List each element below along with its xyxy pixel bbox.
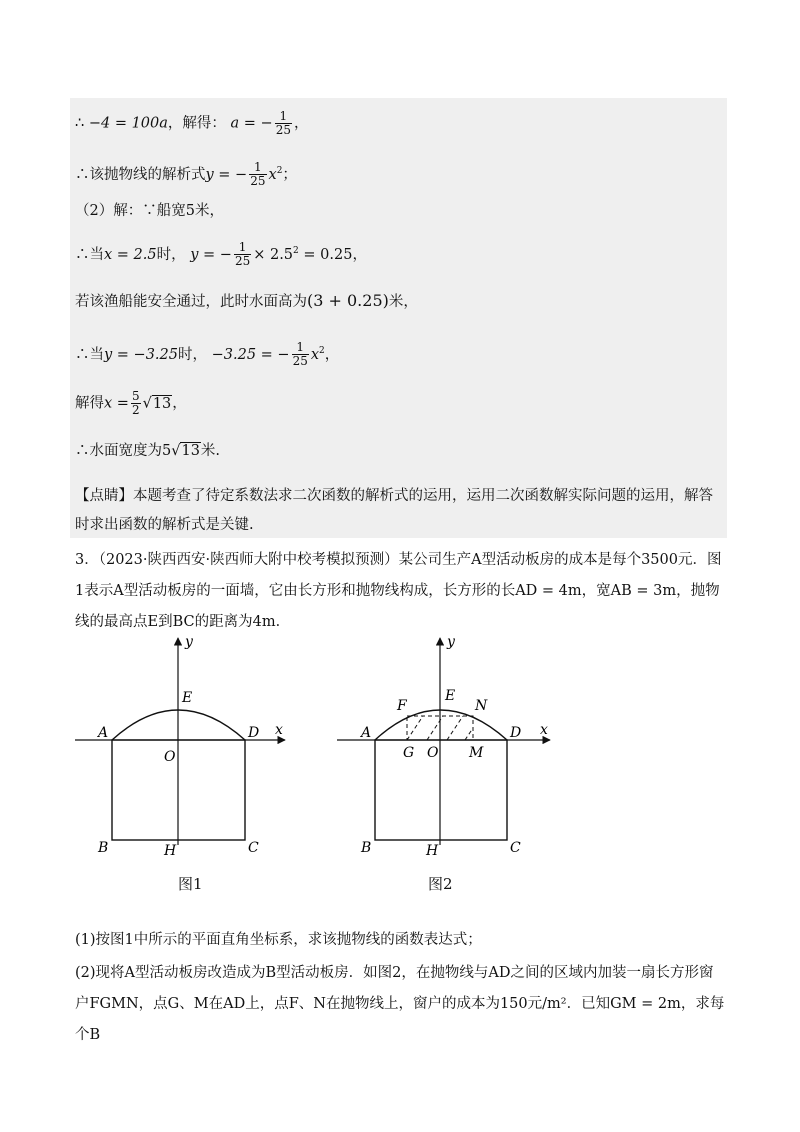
label-c: C (510, 840, 521, 856)
label-e: E (445, 688, 456, 704)
problem-statement: 3．（2023·陕西西安·陕西师大附中校考模拟预测）某公司生产A型活动板房的成本是每个3500元．图1表示A型活动板房的一面墙，它由长方形和抛物线构成，长方形的长AD = 4m，宽AB = 3m，抛物线的最高点E到BC的距离为4m． (75, 552, 722, 630)
label-a: A (361, 725, 372, 741)
figure-2 (335, 630, 585, 860)
solution-comment: 【点睛】本题考查了待定系数法求二次函数的解析式的运用，运用二次函数解实际问题的运用，解答时求出函数的解析式是关键. (75, 488, 713, 533)
figure-1 (70, 630, 320, 860)
solution-line-5: 若该渔船能安全通过，此时水面高为(3 + 0.25)米， (75, 291, 418, 310)
hatch-line (465, 728, 473, 740)
solution-line-6: ∴当y = −3.25时， −3.25 = − $\frac{1}{25}$ $x^2$， (75, 340, 340, 369)
label-c: C (248, 840, 259, 856)
label-b: B (361, 840, 372, 856)
label-y: y (447, 634, 455, 650)
label-m: M (469, 745, 484, 761)
parabola (375, 710, 507, 740)
solution-line-8: ∴水面宽度为5√13米. (75, 443, 221, 459)
solution-line-2: ∴该抛物线的解析式y = − $\frac{1}{25}$ $x^2$； (75, 160, 297, 189)
label-d: D (510, 725, 522, 741)
label-x: x (275, 722, 283, 738)
label-h: H (426, 843, 439, 859)
label-y: y (185, 634, 193, 650)
label-f: F (397, 698, 407, 714)
label-o: O (427, 745, 439, 761)
label-a: A (98, 725, 109, 741)
label-h: H (164, 843, 177, 859)
label-o: O (164, 749, 176, 765)
rectangle-abcd (375, 740, 507, 840)
label-b: B (98, 840, 109, 856)
label-e: E (182, 690, 193, 706)
question-2: (2)现将A型活动板房改造成为B型活动板房．如图2，在抛物线与AD之间的区域内加装一扇长方形窗户FGMN，点G、M在AD上，点F、N在抛物线上，窗户的成本为150元/m²．已知GM = 2m，求每个B (75, 965, 725, 1043)
figure-1-caption: 图1 (178, 875, 203, 893)
solution-line-1: ∴ −4 = 100a，解得： a = − $\frac{1}{25}$ ， (75, 109, 309, 137)
label-g: G (403, 745, 415, 761)
label-x: x (540, 722, 548, 738)
label-n: N (475, 698, 488, 714)
label-d: D (248, 725, 260, 741)
hatch-line (407, 716, 423, 740)
solution-line-3: （2）解：∵船宽5米， (75, 203, 224, 219)
solution-line-7: 解得x = $\frac{5}{2}$ √13， (75, 389, 187, 417)
solution-line-4: ∴当x = 2.5时， y = − $\frac{1}{25}$ × $2.5^2 = 0.25$， (75, 240, 367, 269)
question-1: (1)按图1中所示的平面直角坐标系，求该抛物线的函数表达式； (75, 932, 482, 948)
hatch-line (447, 716, 463, 740)
hatch-line (427, 716, 443, 740)
figure-2-caption: 图2 (428, 875, 453, 893)
